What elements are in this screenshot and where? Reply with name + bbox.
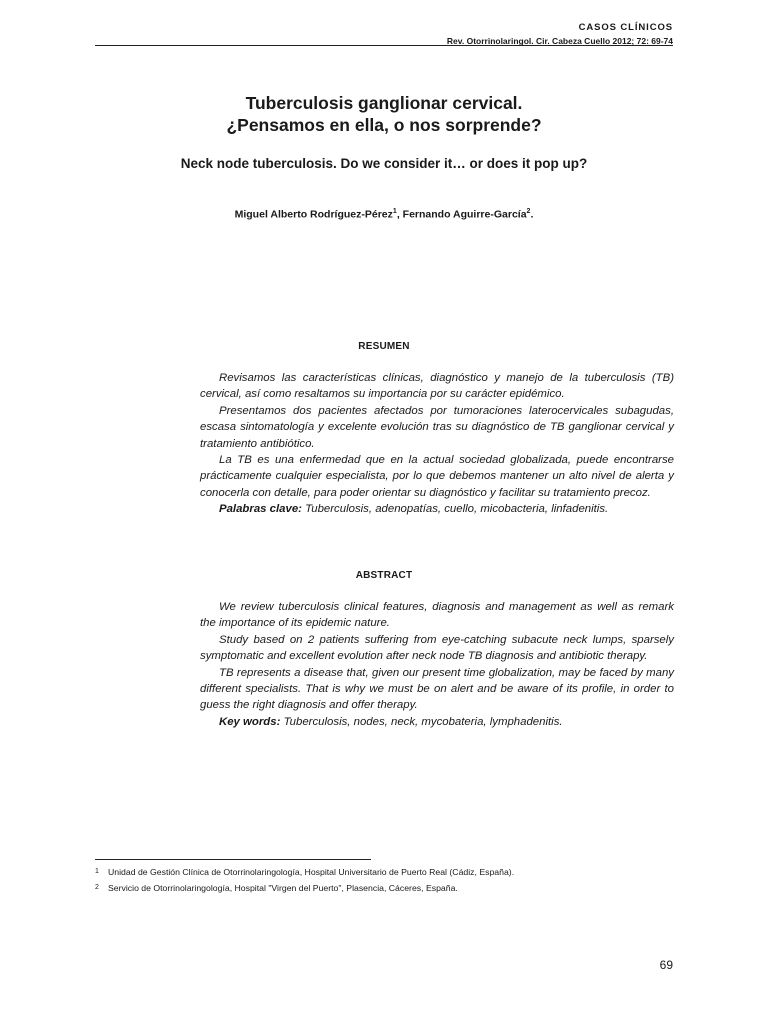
author-name: Miguel Alberto Rodríguez-Pérez xyxy=(234,208,393,221)
resumen-body xyxy=(200,370,674,518)
author-list xyxy=(95,208,673,221)
footnote-divider xyxy=(95,859,371,860)
author-separator: , xyxy=(396,208,403,221)
footnote-number: 2 xyxy=(95,884,99,891)
abstract-heading: ABSTRACT xyxy=(355,570,413,581)
title-line-1: Tuberculosis ganglionar cervical. xyxy=(245,93,523,113)
keywords-text: Tuberculosis, adenopatías, cuello, micobacteria, linfadenitis. xyxy=(301,503,609,516)
resumen-paragraph: Presentamos dos pacientes afectados por tumoraciones laterocervicales subagudas, escasa sintomatología y excelente evolución tras su diagnóstico de TB ganglionar cervical y tratamiento antibiótico. xyxy=(200,404,674,450)
resumen-paragraph: La TB es una enfermedad que en la actual sociedad globalizada, puede encontrarse prácticamente cualquier especialista, por lo que debemos mantener un alto nivel de alerta y conocerla con detalle, para poder orientar su diagnóstico y facilitar su tratamiento precoz. xyxy=(200,454,674,499)
keywords-text: Tuberculosis, nodes, neck, mycobateria, lymphadenitis. xyxy=(280,715,563,728)
keywords-label: Key words: xyxy=(219,715,281,728)
resumen-heading: RESUMEN xyxy=(358,341,410,352)
abstract-paragraph: TB represents a disease that, given our present time globalization, may be faced by many different specialists. That is why we must be on alert and be aware of its profile, in order to guess the right diagnosis and offer therapy. xyxy=(200,666,674,712)
keywords-label: Palabras clave: xyxy=(219,503,302,516)
resumen-paragraph: Revisamos las características clínicas, diagnóstico y manejo de la tuberculosis (TB) cervical, así como resaltamos su importancia por su carácter epidémico. xyxy=(200,372,674,401)
affiliation-marker: 2 xyxy=(526,208,531,215)
footnote xyxy=(95,882,673,894)
header-divider xyxy=(95,45,673,46)
footnote-text: Unidad de Gestión Clínica de Otorrinolaringología, Hospital Universitario de Puerto Real (Cádiz, España). xyxy=(108,867,515,877)
journal-citation: Rev. Otorrinolaringol. Cir. Cabeza Cuello 2012; 72: 69-74 xyxy=(446,36,673,46)
resumen-keywords xyxy=(200,501,674,517)
article-title xyxy=(95,92,673,136)
footnote-text: Servicio de Otorrinolaringología, Hospital "Virgen del Puerto", Plasencia, Cáceres, España. xyxy=(108,883,458,893)
affiliation-marker: 1 xyxy=(392,208,397,215)
article-subtitle: Neck node tuberculosis. Do we consider it… or does it pop up? xyxy=(180,156,588,171)
title-line-2: ¿Pensamos en ella, o nos sorprende? xyxy=(226,115,542,135)
abstract-keywords xyxy=(200,714,674,730)
abstract-body xyxy=(200,599,674,730)
running-header-section: CASOS CLÍNICOS xyxy=(578,22,673,33)
author-list-end: . xyxy=(530,208,534,221)
abstract-paragraph: We review tuberculosis clinical features, diagnosis and management as well as remark the importance of its epidemic nature. xyxy=(200,601,674,630)
author-name: Fernando Aguirre-García xyxy=(402,208,527,221)
abstract-paragraph: Study based on 2 patients suffering from eye-catching subacute neck lumps, sparsely symptomatic and excellent evolution after neck node TB diagnosis and antibiotic therapy. xyxy=(200,633,674,663)
footnote-number: 1 xyxy=(95,868,99,875)
page-number: 69 xyxy=(659,958,673,972)
footnote xyxy=(95,866,673,878)
